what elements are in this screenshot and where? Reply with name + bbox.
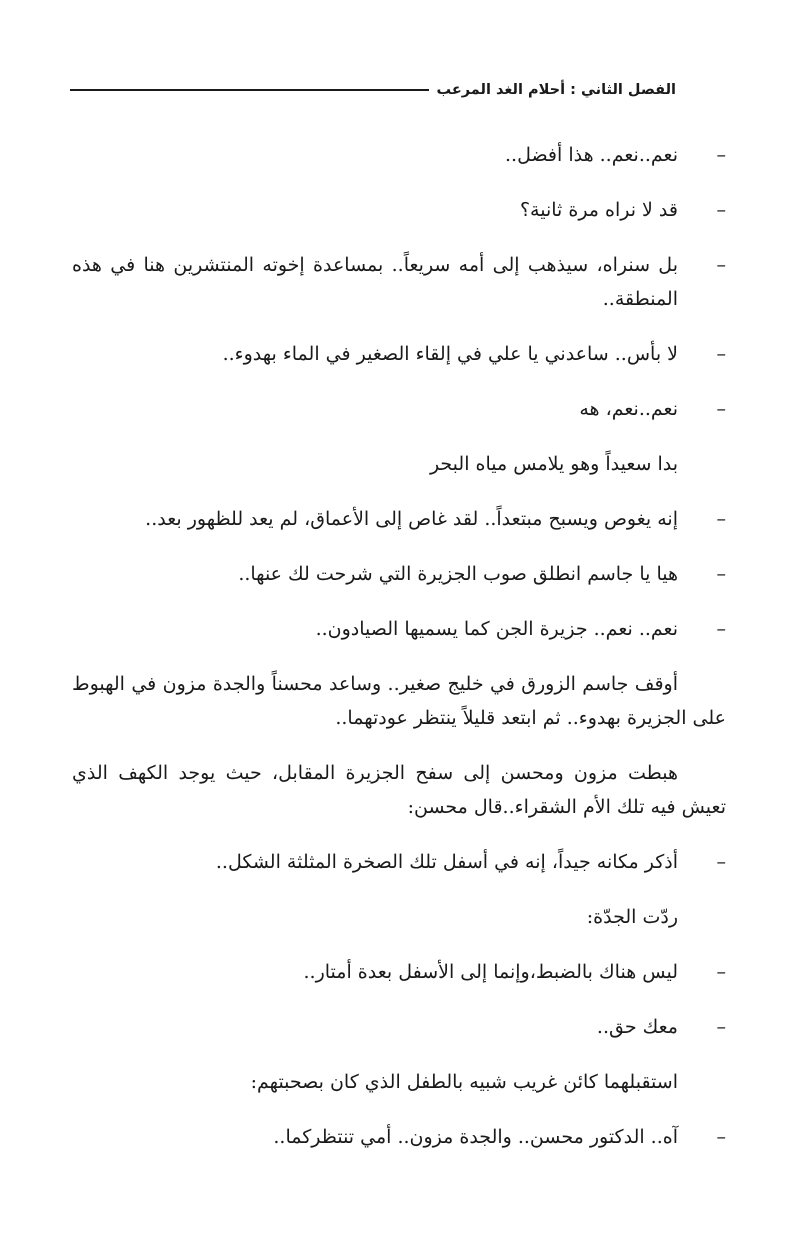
narration-line: استقبلهما كائن غريب شبيه بالطفل الذي كان بصحبتهم: xyxy=(250,1071,678,1093)
running-header xyxy=(70,82,676,98)
narration-line: بدا سعيداً وهو يلامس مياه البحر xyxy=(429,453,678,475)
dialogue-line: – آه.. الدكتور محسن.. والجدة مزون.. أمي تنتظركما.. xyxy=(72,1120,726,1154)
dialogue-line: – أذكر مكانه جيداً، إنه في أسفل تلك الصخرة المثلثة الشكل.. xyxy=(72,845,726,879)
header-rule xyxy=(70,89,429,91)
dialogue-line: – نعم..نعم.. هذا أفضل.. xyxy=(72,138,726,172)
narration-text: أوقف جاسم الزورق في خليج صغير.. وساعد محسناً والجدة مزون في الهبوط على الجزيرة بهدوء.. ثم ابتعد قليلاً ينتظر عودتهما.. xyxy=(72,673,726,729)
page-body xyxy=(72,138,726,1154)
dialogue-line: – بل سنراه، سيذهب إلى أمه سريعاً.. بمساعدة إخوته المنتشرين هنا في هذه المنطقة.. xyxy=(72,248,726,316)
dialogue-line: – نعم.. نعم.. جزيرة الجن كما يسميها الصيادون.. xyxy=(72,612,726,646)
dialogue-line: – قد لا نراه مرة ثانية؟ xyxy=(72,193,726,227)
dialogue-line: – معك حق.. xyxy=(72,1010,726,1044)
narration-paragraph xyxy=(72,756,726,824)
dialogue-line: – هيا يا جاسم انطلق صوب الجزيرة التي شرحت لك عنها.. xyxy=(72,557,726,591)
narration-line: ردّت الجدّة: xyxy=(586,906,678,928)
narration-text: هبطت مزون ومحسن إلى سفح الجزيرة المقابل، حيث يوجد الكهف الذي تعيش فيه تلك الأم الشقراء..قال محسن: xyxy=(72,762,726,818)
dialogue-line: – إنه يغوص ويسبح مبتعداً.. لقد غاص إلى الأعماق، لم يعد للظهور بعد.. xyxy=(72,502,726,536)
dialogue-line: – ليس هناك بالضبط،وإنما إلى الأسفل بعدة أمتار.. xyxy=(72,955,726,989)
dialogue-line: – نعم..نعم، هه xyxy=(72,392,726,426)
chapter-title: الفصل الثاني : أحلام الغد المرعب xyxy=(436,82,676,98)
dialogue-line: – لا بأس.. ساعدني يا علي في إلقاء الصغير في الماء بهدوء.. xyxy=(72,337,726,371)
narration-paragraph xyxy=(72,667,726,735)
